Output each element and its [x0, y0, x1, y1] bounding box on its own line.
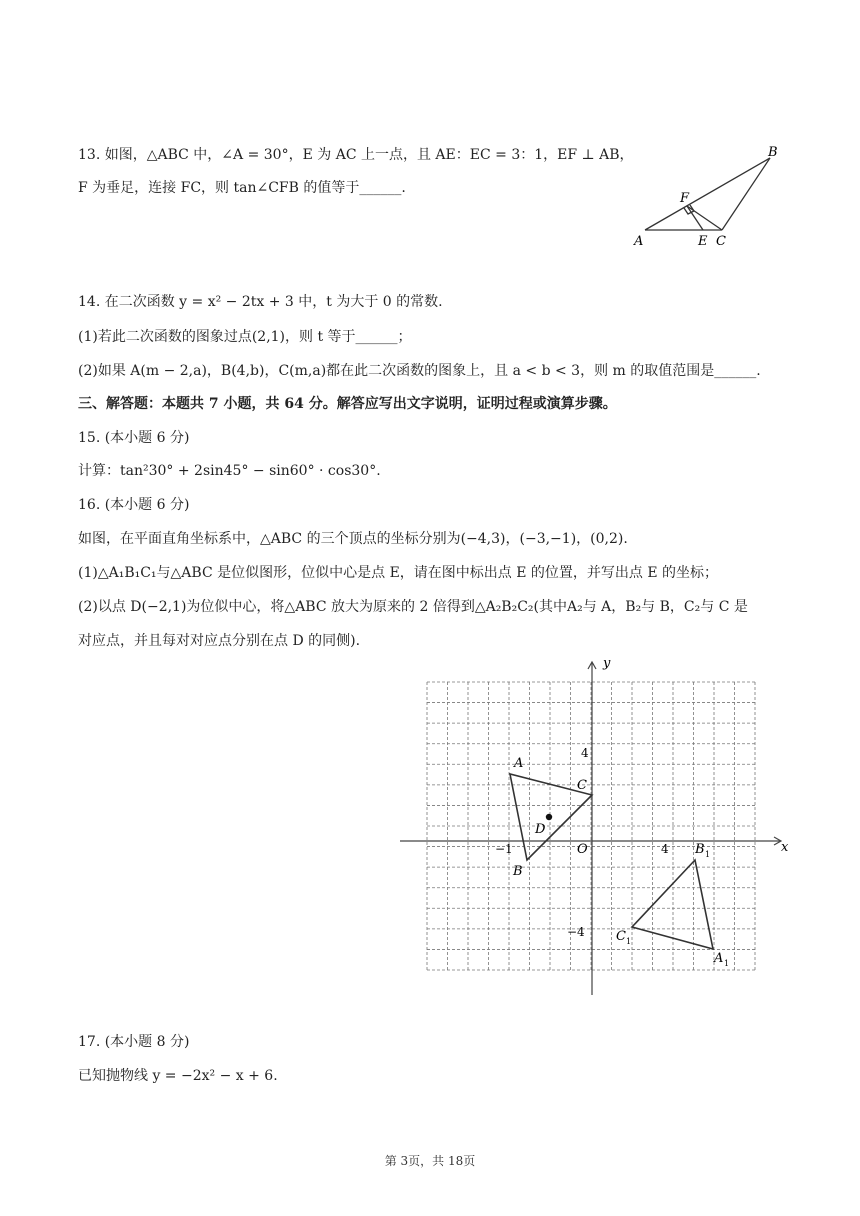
label-b: B: [513, 864, 523, 879]
label-c1-sub: 1: [626, 937, 632, 946]
section3-heading: 三、解答题：本题共 7 小题，共 64 分。解答应写出文字说明，证明过程或演算步骤。: [78, 396, 617, 412]
label-b: B: [768, 145, 778, 160]
label-f: F: [680, 191, 690, 206]
coordinate-grid-figure: [395, 655, 795, 1000]
label-d: D: [535, 822, 546, 837]
label-c: C: [716, 234, 726, 249]
tick-y-4: 4: [581, 746, 589, 760]
label-b1-sub: 1: [705, 850, 711, 859]
q13-triangle-figure: [630, 142, 790, 252]
label-e: E: [698, 234, 708, 249]
tick-x-4: 4: [661, 842, 669, 856]
q14-line3: (2)如果 A(m − 2,a)，B(4,b)，C(m,a)都在此二次函数的图象上，且 a < b < 3，则 m 的取值范围是______.: [78, 363, 761, 379]
origin-label: O: [577, 842, 588, 857]
point-d: [546, 814, 552, 820]
q17-body: 已知抛物线 y = −2x² − x + 6.: [78, 1068, 278, 1084]
q16-line1: 如图，在平面直角坐标系中，△ABC 的三个顶点的坐标分别为(−4,3)，(−3,−1)，(0,2).: [78, 531, 628, 547]
label-a: A: [634, 234, 644, 249]
segment-ef: [687, 206, 703, 230]
q16-line3: (2)以点 D(−2,1)为位似中心，将△ABC 放大为原来的 2 倍得到△A₂B₂C₂(其中A₂与 A，B₂与 B，C₂与 C 是: [78, 599, 748, 615]
segment-bc: [722, 158, 770, 230]
label-c1: C: [616, 929, 626, 944]
label-a: A: [514, 756, 524, 771]
q14-line2: (1)若此二次函数的图象过点(2,1)，则 t 等于______；: [78, 329, 412, 345]
q15-body: 计算：tan²30° + 2sin45° − sin60° · cos30°.: [78, 463, 381, 479]
segment-ab: [645, 158, 770, 230]
label-c: C: [577, 778, 587, 793]
q14-line1: 14. 在二次函数 y = x² − 2tx + 3 中，t 为大于 0 的常数.: [78, 294, 443, 310]
q13-line1: 13. 如图，△ABC 中，∠A = 30°，E 为 AC 上一点，且 AE：EC = 3：1，EF ⊥ AB，: [78, 147, 634, 163]
tick-y-neg4: −4: [567, 925, 585, 939]
q16-head: 16. (本小题 6 分): [78, 497, 190, 513]
segment-fc: [687, 206, 722, 230]
page-footer: 第 3页，共 18页: [384, 1154, 476, 1168]
q16-line4: 对应点，并且每对对应点分别在点 D 的同侧).: [78, 633, 361, 649]
label-b1: B: [695, 842, 705, 857]
q16-line2: (1)△A₁B₁C₁与△ABC 是位似图形，位似中心是点 E，请在图中标出点 E 的位置，并写出点 E 的坐标；: [78, 565, 719, 581]
q13-line2: F 为垂足，连接 FC，则 tan∠CFB 的值等于______.: [78, 180, 406, 196]
axis-y-label: y: [603, 656, 611, 671]
label-a1: A: [714, 951, 724, 966]
axis-x-label: x: [781, 840, 789, 855]
q17-head: 17. (本小题 8 分): [78, 1034, 190, 1050]
label-a1-sub: 1: [724, 959, 730, 968]
tick-x-neg1: −1: [495, 842, 513, 856]
q15-head: 15. (本小题 6 分): [78, 430, 190, 446]
triangle-a1b1c1: [632, 860, 713, 949]
